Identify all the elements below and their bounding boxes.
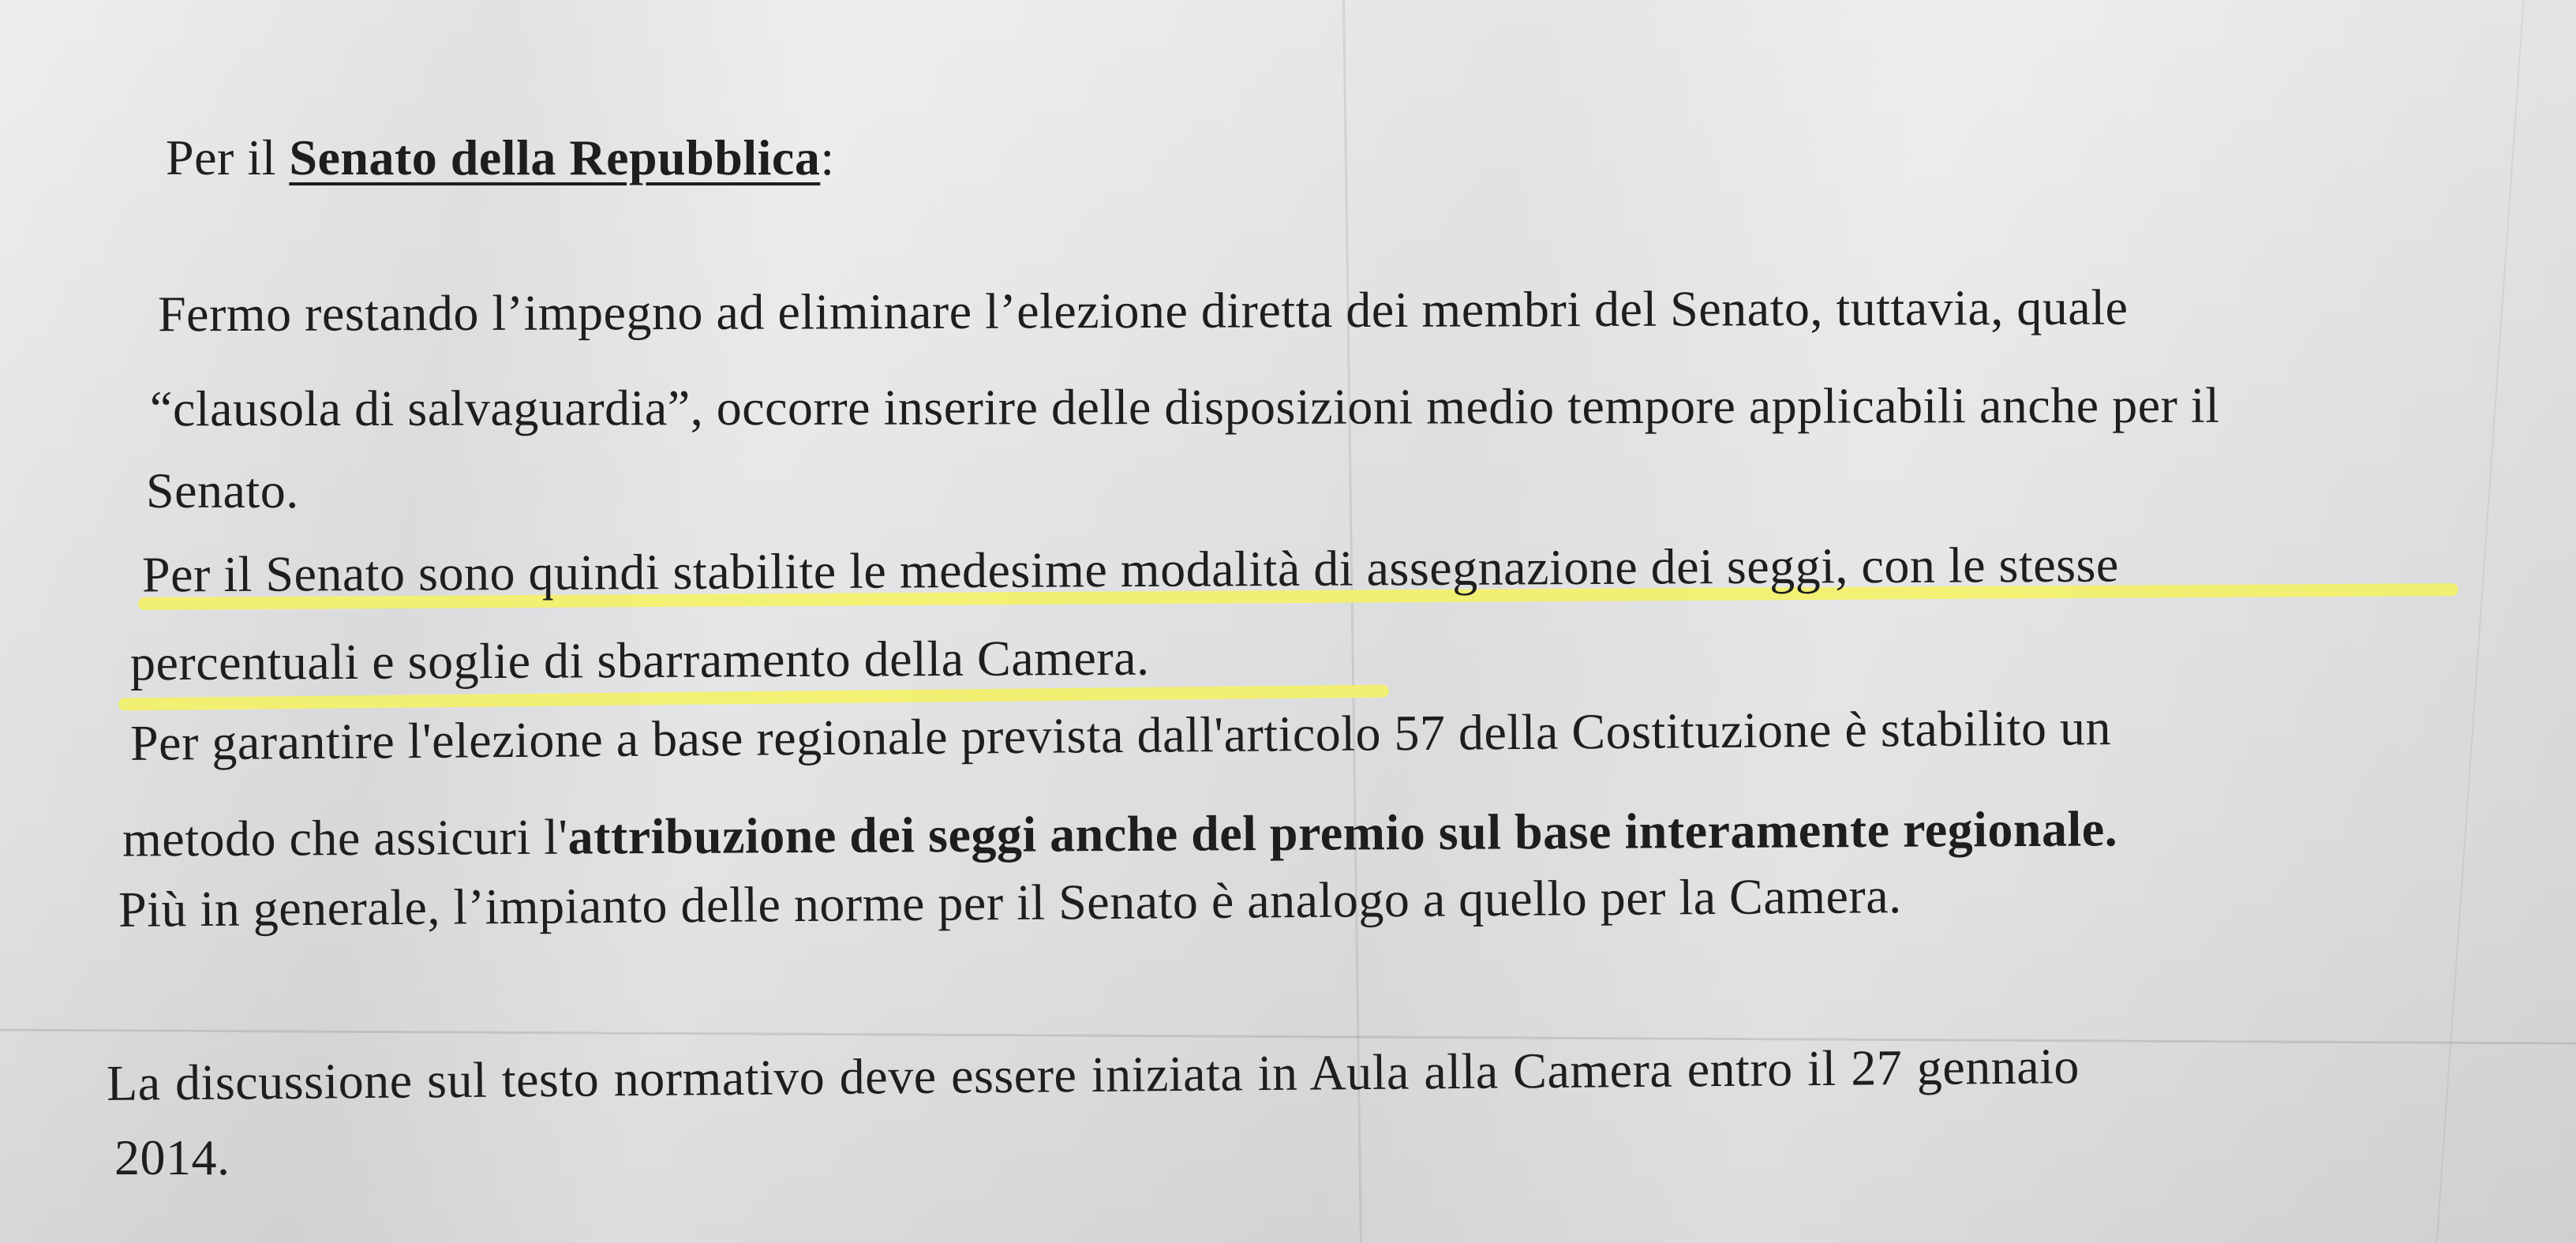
paragraph2-line2: percentuali e soglie di sbarramento della Camera. xyxy=(129,629,1150,691)
paragraph4-line1 xyxy=(106,1038,2080,1111)
heading-suffix: : xyxy=(820,129,835,185)
paragraph3-line3: Più in generale, l’impianto delle norme per il Senato è analogo a quello per la Camera. xyxy=(118,867,1902,938)
paragraph4-line2: 2014. xyxy=(114,1129,230,1185)
section-heading xyxy=(166,129,835,185)
paper-crease xyxy=(0,1028,2576,1044)
paragraph4-line1-text: La discussione sul testo normativo deve essere iniziata in Aula alla Camera entro il 27 gennaio xyxy=(106,1038,2080,1111)
paragraph1-line1: Fermo restando l’impegno ad eliminare l’elezione diretta dei membri del Senato, tuttavia, quale xyxy=(157,279,2129,343)
paper-crease xyxy=(2432,0,2527,1243)
heading-title: Senato della Repubblica xyxy=(289,129,821,185)
heading-prefix: Per il xyxy=(166,129,290,185)
paragraph1-line3: Senato. xyxy=(146,462,299,519)
paragraph3-line2 xyxy=(122,800,2118,867)
paragraph3-line2-prefix: metodo che assicuri l' xyxy=(122,808,568,867)
paragraph3-line2-bold: attribuzione dei seggi anche del premio sul base interamente regionale. xyxy=(567,800,2118,865)
paragraph1-line2: “clausola di salvaguardia”, occorre inserire delle disposizioni medio tempore applicabili anche per il xyxy=(149,376,2220,437)
paragraph2-line1: Per il Senato sono quindi stabilite le medesime modalità di assegnazione dei seggi, con le stesse xyxy=(141,536,2120,603)
paragraph3-line1: Per garantire l'elezione a base regionale prevista dall'articolo 57 della Costituzione è stabilito un xyxy=(129,699,2112,771)
